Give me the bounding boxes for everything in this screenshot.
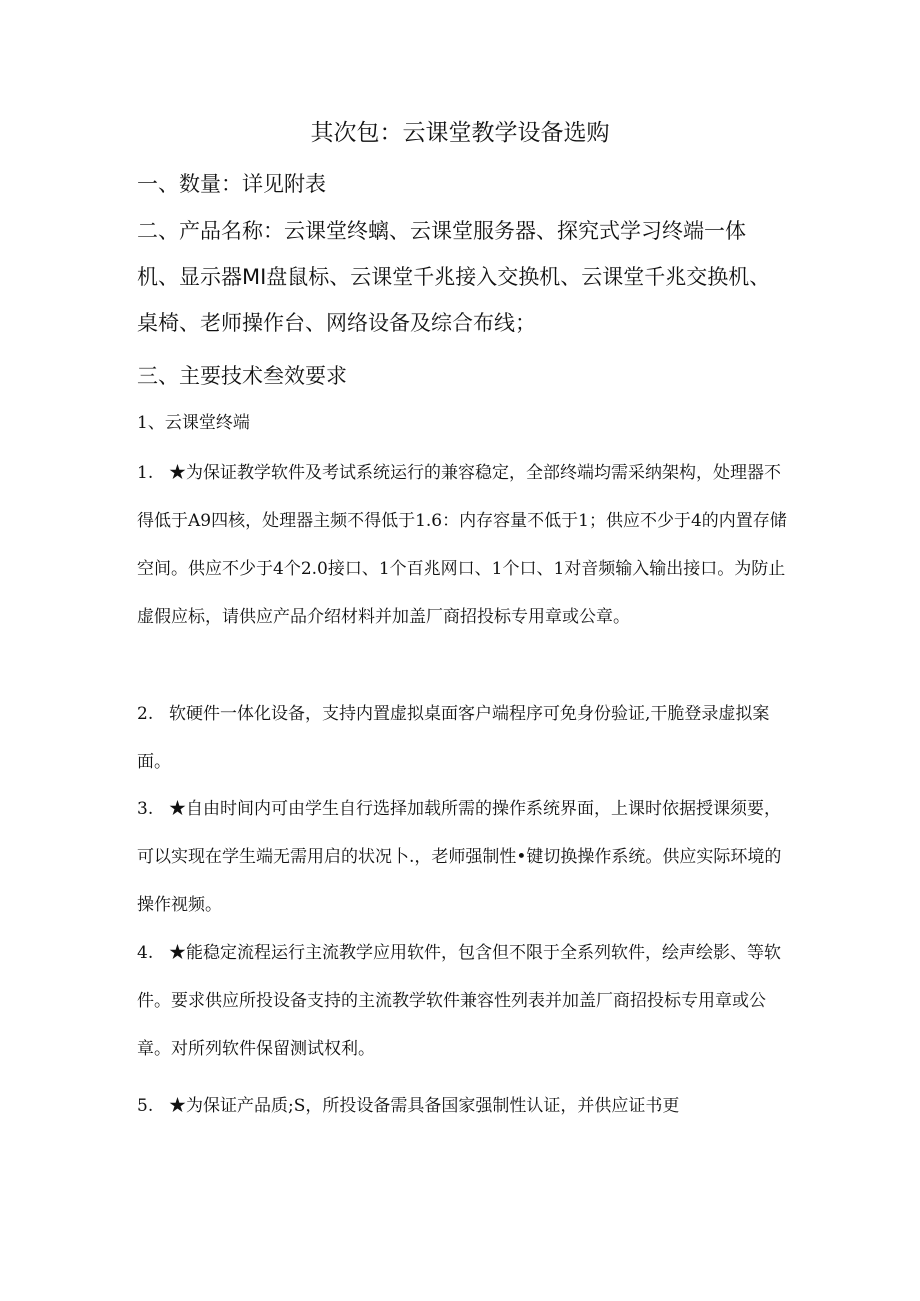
requirements-heading: 三、主要技术叁效要求 <box>137 364 347 388</box>
item-number: 1. <box>137 463 154 483</box>
item-text: ★为保证教学软件及考试系统运行的兼容稳定，全部终端均需采纳架构，处理器不得低于A9四核，处理器主频不得低于1.6：内存容量不低于1；供应不少于4的内置存储空间。供应不少于4个2.0接口、1个百兆网口、1个口、1对音频输入输出接口。为防止虚假应标，请供应产品介绍材料并加盖厂商招投标专用章或公章。 <box>137 463 787 627</box>
list-item <box>137 1082 787 1130</box>
item-number: 2. <box>137 704 154 724</box>
list-item <box>137 929 787 1073</box>
section-1-heading: 1、云课堂终端 <box>137 413 250 433</box>
item-number: 4. <box>137 943 154 963</box>
item-number: 5. <box>137 1096 154 1116</box>
document-title: 其次包：云课堂教学设备选购 <box>310 120 610 146</box>
item-text: ★能稳定流程运行主流教学应用软件，包含但不限于全系列软件，绘声绘影、等软件。要求供应所投设备支持的主流教学软件兼容性列表并加盖厂商招投标专用章或公章。对所列软件保留测试权利。 <box>137 943 781 1059</box>
list-item <box>137 449 787 641</box>
list-item <box>137 785 787 929</box>
item-text: ★自由时间内可由学生自行选择加载所需的操作系统界面，上课时依据授课须要，可以实现在学生端无需用启的状况卜.，老师强制性•键切换操作系统。供应实际环境的操作视频。 <box>137 799 782 915</box>
product-names-heading: 二、产品名称：云课堂终螭、云课堂服务器、探究式学习终端一体机、显示器MI盘鼠标、云课堂千兆接入交换机、云课堂千兆交换机、桌椅、老师操作台、网络设备及综合布线； <box>137 219 771 335</box>
item-text: 软硬件一体化设备，支持内置虚拟桌面客户端程序可免身份验证,干脆登录虚拟案面。 <box>137 704 770 772</box>
item-text: ★为保证产品质;S，所投设备需具备国家强制性认证，并供应证书更 <box>169 1096 680 1116</box>
quantity-heading: 一、数量：详见附表 <box>137 172 326 196</box>
item-number: 3. <box>137 799 154 819</box>
list-item <box>137 690 787 786</box>
